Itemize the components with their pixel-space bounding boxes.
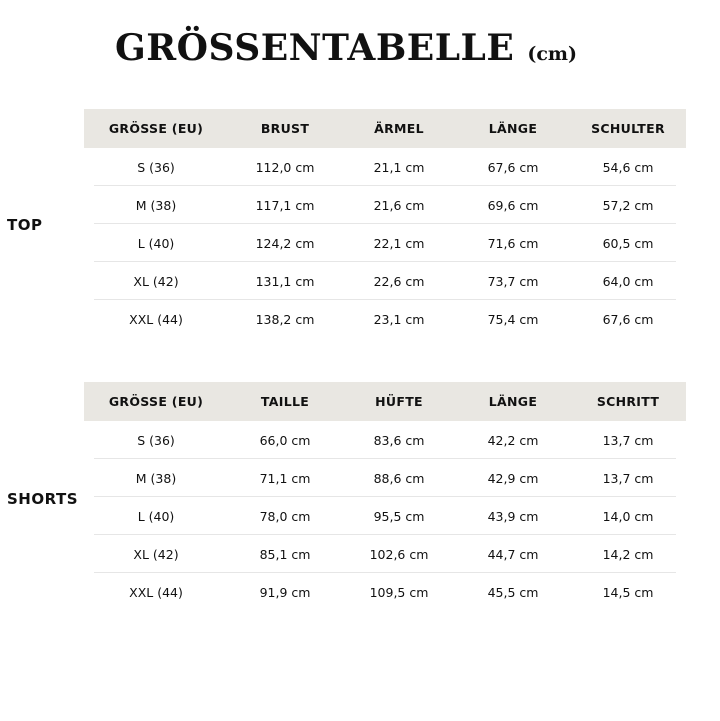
inseam-cell: 13,7 cm — [602, 470, 654, 486]
section-label-top: TOP — [7, 216, 43, 234]
chest-cell: 138,2 cm — [255, 311, 315, 327]
table-row — [84, 459, 686, 497]
waist-cell: 66,0 cm — [259, 432, 311, 448]
shoulder-cell: 57,2 cm — [602, 197, 654, 213]
table-row — [84, 186, 686, 224]
shoulder-cell: 64,0 cm — [602, 273, 654, 289]
length-cell: 42,9 cm — [487, 470, 539, 486]
table-row — [84, 421, 686, 459]
title-unit: (cm) — [527, 43, 577, 65]
sleeve-cell: 21,1 cm — [373, 159, 425, 175]
size-cell: M (38) — [135, 470, 177, 486]
section-label-shorts: SHORTS — [7, 490, 79, 508]
size-cell: XXL (44) — [129, 584, 183, 600]
waist-cell: 78,0 cm — [259, 508, 311, 524]
column-header-chest: BRUST — [260, 121, 310, 136]
length-cell: 43,9 cm — [487, 508, 539, 524]
inseam-cell: 14,2 cm — [602, 546, 654, 562]
top-size-table — [84, 109, 686, 338]
column-header-size: GRÖSSE (EU) — [108, 121, 204, 136]
column-header-length: LÄNGE — [488, 121, 538, 136]
table-row — [84, 573, 686, 611]
shoulder-cell: 60,5 cm — [602, 235, 654, 251]
length-cell: 73,7 cm — [487, 273, 539, 289]
table-row — [84, 148, 686, 186]
sleeve-cell: 23,1 cm — [373, 311, 425, 327]
hip-cell: 95,5 cm — [373, 508, 425, 524]
length-cell: 42,2 cm — [487, 432, 539, 448]
hip-cell: 102,6 cm — [369, 546, 429, 562]
column-header-inseam: SCHRITT — [596, 394, 660, 409]
page-title — [0, 26, 692, 76]
column-header-size: GRÖSSE (EU) — [108, 394, 204, 409]
length-cell: 71,6 cm — [487, 235, 539, 251]
shoulder-cell: 67,6 cm — [602, 311, 654, 327]
size-cell: XXL (44) — [129, 311, 183, 327]
title-text: GRÖSSENTABELLE — [115, 27, 515, 69]
inseam-cell: 14,0 cm — [602, 508, 654, 524]
table-row — [84, 497, 686, 535]
size-cell: XL (42) — [133, 273, 179, 289]
inseam-cell: 14,5 cm — [602, 584, 654, 600]
table-row — [84, 262, 686, 300]
shoulder-cell: 54,6 cm — [602, 159, 654, 175]
hip-cell: 83,6 cm — [373, 432, 425, 448]
table-row — [84, 224, 686, 262]
table-row — [84, 300, 686, 338]
size-cell: L (40) — [137, 508, 175, 524]
waist-cell: 91,9 cm — [259, 584, 311, 600]
chest-cell: 117,1 cm — [255, 197, 315, 213]
inseam-cell: 13,7 cm — [602, 432, 654, 448]
table-header-row — [84, 382, 686, 421]
size-cell: S (36) — [137, 159, 175, 175]
hip-cell: 88,6 cm — [373, 470, 425, 486]
shorts-size-table — [84, 382, 686, 611]
sleeve-cell: 22,1 cm — [373, 235, 425, 251]
chest-cell: 112,0 cm — [255, 159, 315, 175]
size-cell: L (40) — [137, 235, 175, 251]
length-cell: 67,6 cm — [487, 159, 539, 175]
column-header-hip: HÜFTE — [375, 394, 423, 409]
length-cell: 44,7 cm — [487, 546, 539, 562]
size-cell: M (38) — [135, 197, 177, 213]
chest-cell: 124,2 cm — [255, 235, 315, 251]
table-header-row — [84, 109, 686, 148]
hip-cell: 109,5 cm — [369, 584, 429, 600]
column-header-length: LÄNGE — [488, 394, 538, 409]
sleeve-cell: 21,6 cm — [373, 197, 425, 213]
column-header-shoulder: SCHULTER — [591, 121, 665, 136]
waist-cell: 71,1 cm — [259, 470, 311, 486]
waist-cell: 85,1 cm — [259, 546, 311, 562]
size-cell: XL (42) — [133, 546, 179, 562]
column-header-sleeve: ÄRMEL — [374, 121, 424, 136]
size-cell: S (36) — [137, 432, 175, 448]
table-row — [84, 535, 686, 573]
chest-cell: 131,1 cm — [255, 273, 315, 289]
length-cell: 45,5 cm — [487, 584, 539, 600]
sleeve-cell: 22,6 cm — [373, 273, 425, 289]
length-cell: 75,4 cm — [487, 311, 539, 327]
column-header-waist: TAILLE — [260, 394, 310, 409]
length-cell: 69,6 cm — [487, 197, 539, 213]
